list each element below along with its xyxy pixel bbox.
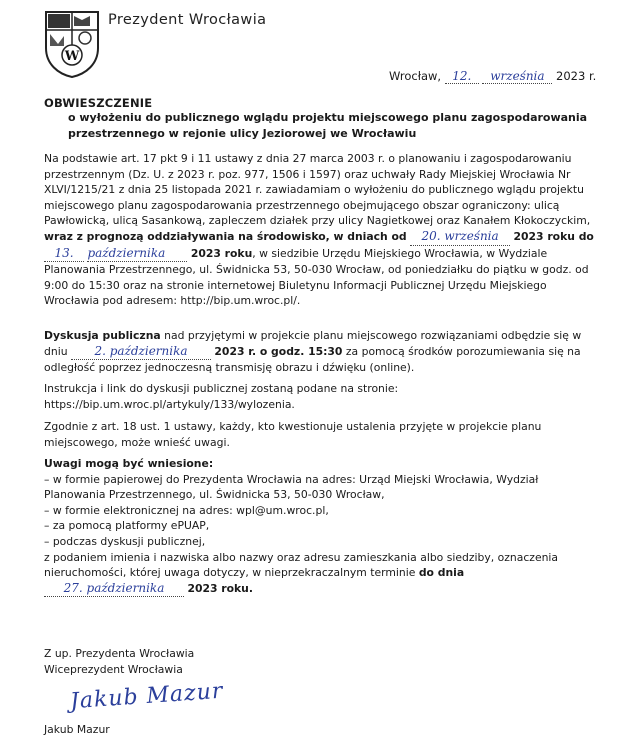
paragraph-instructions: Instrukcja i link do dyskusji publicznej zostaną podane na stronie: https://bip.um.wroc.pl/artykuly/133/wylozenia. xyxy=(44,382,399,411)
p2-bold-time: 2023 r. o godz. 15:30 xyxy=(214,344,343,358)
signatory-name: Jakub Mazur xyxy=(44,723,110,736)
signature-line-1: Z up. Prezydenta Wrocławia xyxy=(44,647,195,660)
p1-bold-year2: 2023 roku xyxy=(190,246,253,260)
city-crest-logo xyxy=(44,10,100,78)
date-line xyxy=(389,69,596,84)
paragraph-comments-right: Zgodnie z art. 18 ust. 1 ustawy, każdy, kto kwestionuje ustalenia przyjęte w projekcie planu miejscowego, może wnieść uwagi. xyxy=(44,420,542,449)
date-city: Wrocław, xyxy=(389,69,442,83)
paragraph-discussion xyxy=(44,328,600,376)
paragraph-how-to-submit xyxy=(44,456,600,597)
signature-line-2: Wiceprezydent Wrocławia xyxy=(44,662,183,676)
p1-text: Na podstawie art. 17 pkt 9 i 11 ustawy z dnia 27 marca 2003 r. o planowaniu i zagospodarowaniu przestrzennym (Dz. U. z 2023 r. poz. 977, 1506 i 1597) oraz uchwały Rady Miejskiej Wrocławia Nr XLVI/1215/21 z dnia 25 listopada 2021 r. zawiadamiam o wyłożeniu do publicznego wglądu projektu miejscowego planu zagospodarowania przestrzennego obejmującego obszar ograniczony: ulicą Pawłowicką, ulicą Sasankową, zapleczem działek przy ulicy Nagietkowej oraz Kanałem Kłokoczyckim, xyxy=(44,152,591,228)
p2-text: nad przyjętymi w projekcie planu miejscowego rozwiązaniami odbędzie się w dniu xyxy=(44,329,582,358)
discussion-date-field: 2. października xyxy=(71,344,211,361)
to-day-field: 13. xyxy=(44,246,84,263)
to-month-field: października xyxy=(87,246,187,263)
document-subtitle: o wyłożeniu do publicznego wglądu projektu miejscowego planu zagospodarowania przestrzennego w rejonie ulicy Jeziorowej we Wrocławiu xyxy=(68,111,588,140)
p1-text-b: , w siedzibie Urzędu Miejskiego Wrocławia, w Wydziale Planowania Przestrzennego, ul. Świdnicka 53, 50-030 Wrocław, od poniedziałku do piątku w godz. od 9:00 do 15:30 oraz na stronie internetowej Biuletynu Informacji Publicznej Urzędu Miejskiego Wrocławia pod adresem: http://bip.um.wroc.pl/. xyxy=(44,246,589,308)
paragraph-announcement xyxy=(44,151,600,309)
document-title: OBWIESZCZENIE xyxy=(44,96,153,110)
submission-method-item: – w formie elektronicznej na adres: wpl@um.wroc.pl, xyxy=(44,503,329,517)
signature-block xyxy=(44,646,194,677)
p1-bold-env: wraz z prognozą oddziaływania na środowisko, w dniach od xyxy=(44,229,407,243)
submission-heading: Uwagi mogą być wniesione: xyxy=(44,457,214,470)
organization-name: Prezydent Wrocławia xyxy=(108,12,267,28)
p2-bold-discussion: Dyskusja publiczna xyxy=(44,329,161,342)
p5-text: z podaniem imienia i nazwiska albo nazwy oraz adresu zamieszkania albo siedziby, oznaczenia nieruchomości, której uwaga dotyczy, w nieprzekraczalnym terminie xyxy=(44,550,559,580)
p1-bold-year: 2023 roku do xyxy=(513,229,594,243)
submission-method-item: – podczas dyskusji publicznej, xyxy=(44,534,206,548)
p2-text-b: za pomocą środków porozumiewania się na odległość poprzez jednoczesną transmisję obrazu i dźwięku (online). xyxy=(44,344,581,375)
submission-method-item: – za pomocą platformy ePUAP, xyxy=(44,519,210,533)
svg-text:W: W xyxy=(64,49,80,64)
date-day-field: 12. xyxy=(445,69,479,84)
submission-method-item: – w formie papierowej do Prezydenta Wrocławia na adres: Urząd Miejski Wrocławia, Wydział Planowania Przestrzennego, ul. Świdnicka 53, 50-030 Wrocław, xyxy=(44,472,539,502)
p5-bold-year: 2023 roku. xyxy=(187,581,253,595)
deadline-date-field: 27. października xyxy=(44,581,184,598)
handwritten-signature: Jakub Mazur xyxy=(69,678,225,715)
p5-bold-deadline: do dnia xyxy=(418,566,465,580)
date-year: 2023 r. xyxy=(556,69,597,83)
date-month-field: września xyxy=(482,69,552,84)
from-date-field: 20. września xyxy=(410,229,510,246)
submission-methods-list xyxy=(44,472,600,550)
